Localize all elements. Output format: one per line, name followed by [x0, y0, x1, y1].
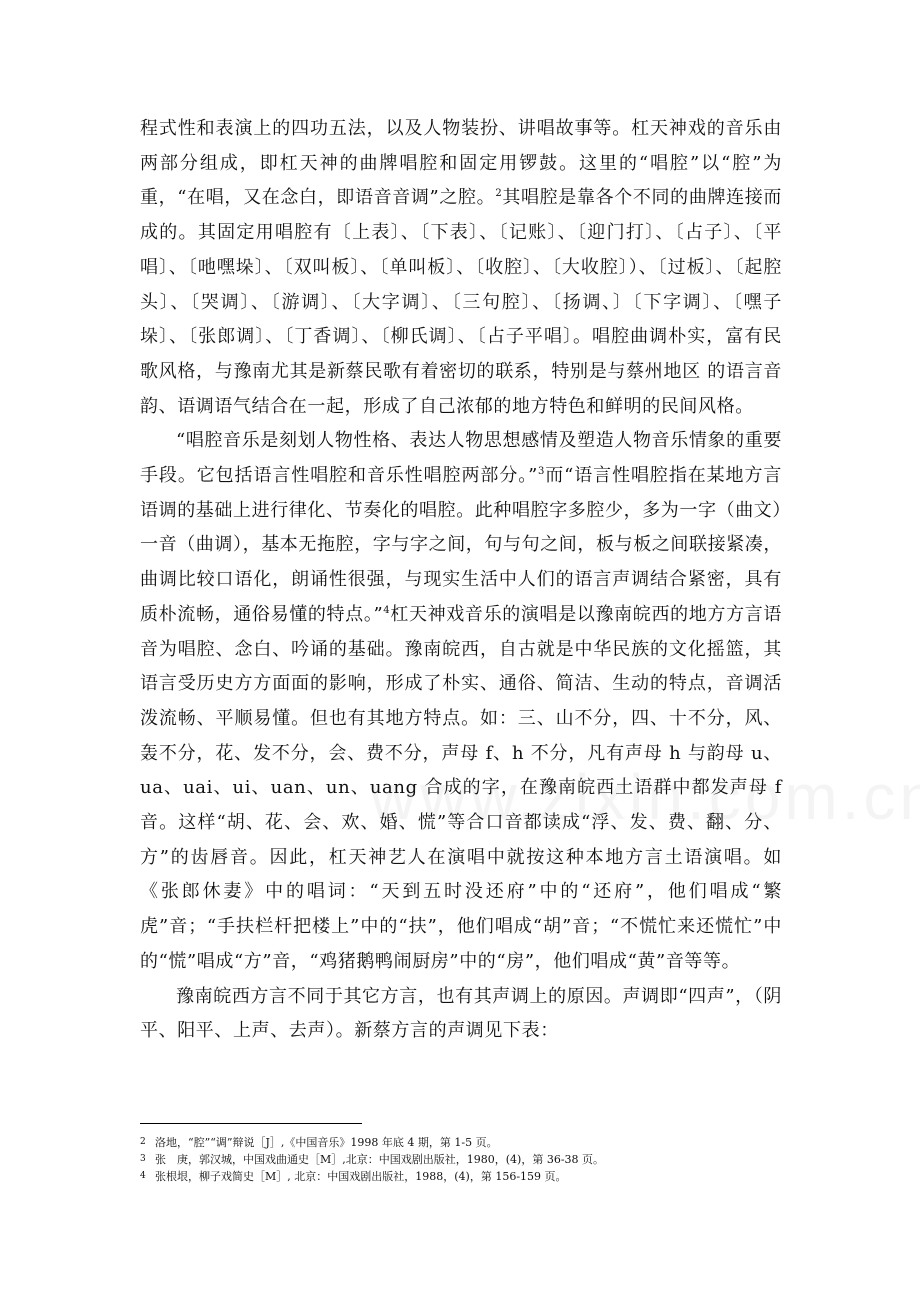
- footnote: [140, 1134, 780, 1151]
- footnote-text: 张 庚，郭汉城，中国戏曲通史［M］,北京：中国戏剧出版社，1980，(4)，第 36-38 页。: [155, 1153, 605, 1166]
- paragraph-text: 而“语言性唱腔指在某地方言语调的基础上进行律化、节奏化的唱腔。此种唱腔字多腔少，多为一字（曲文）一音（曲调），基本无拖腔，字与字之间，句与句之间，板与板之间联接紧凑，曲调比较口语化，朗诵性很强，与现实生活中人们的语言声调结合紧密，具有质朴流畅，通俗易懂的特点。”: [140, 465, 782, 625]
- footnote-reference: 3: [537, 466, 545, 478]
- body-paragraph: [140, 424, 782, 979]
- paragraph-text: 程式性和表演上的四功五法，以及人物装扮、讲唱故事等。杠天神戏的音乐由两部分组成，即杠天神的曲牌唱腔和固定用锣鼓。这里的“唱腔”以“腔”为重，“在唱，又在念白，即语音音调”之腔。: [140, 118, 782, 209]
- footnote-text: 张根垠，柳子戏简史［M］, 北京：中国戏剧出版社，1988，(4)，第 156-159 页。: [155, 1170, 567, 1183]
- footnote-mark: 3: [140, 1154, 146, 1164]
- footnote-reference: 4: [383, 604, 391, 616]
- body-text: [140, 112, 782, 1049]
- paragraph-text: 豫南皖西方言不同于其它方言，也有其声调上的原因。声调即“四声”，（阴平、阳平、上声、去声）。新蔡方言的声调见下表：: [140, 985, 782, 1042]
- footnotes: [140, 1134, 780, 1185]
- footnote: [140, 1151, 780, 1168]
- paragraph-text: “唱腔音乐是刻划人物性格、表达人物思想感情及塑造人物音乐情象的重要手段。它包括语言性唱腔和音乐性唱腔两部分。”: [140, 430, 782, 487]
- footnote-reference: 2: [495, 188, 503, 200]
- footnote-separator: [140, 1123, 362, 1124]
- body-paragraph: [140, 112, 782, 424]
- paragraph-text: 其唱腔是靠各个不同的曲牌连接而成的。其固定用唱腔有〔上表〕、〔下表〕、〔记账〕、〔迎门打〕、〔占子〕、〔平唱〕、〔吔嘿垛〕、〔双叫板〕、〔单叫板〕、〔收腔〕、〔大收腔〕）、〔过板〕、〔起腔头〕、〔哭调〕、〔游调〕、〔大字调〕、〔三句腔〕、〔扬调、〕〔下字调〕、〔嘿子垛〕、〔张郎调〕、〔丁香调〕、〔柳氏调〕、〔占子平唱〕。唱腔曲调朴实，富有民歌风格，与豫南尤其是新蔡民歌有着密切的联系，特别是与蔡州地区 的语言音韵、语调语气结合在一起，形成了自己浓郁的地方特色和鲜明的民间风格。: [140, 187, 783, 417]
- footnote: [140, 1168, 780, 1185]
- body-paragraph: [140, 980, 782, 1049]
- paragraph-text: 杠天神戏音乐的演唱是以豫南皖西的地方方言语音为唱腔、念白、吟诵的基础。豫南皖西，自古就是中华民族的文化摇篮，其语言受历史方方面面的影响，形成了朴实、通俗、简洁、生动的特点，音调活泼流畅、平顺易懂。但也有其地方特点。如：三、山不分，四、十不分，风、轰不分，花、发不分，会、费不分，声母 f、h 不分，凡有声母 h 与韵母 u、ua、uai、ui、uan、un、uang 合成的字，在豫南皖西土语群中都发声母 f 音。这样“胡、花、会、欢、婚、慌”等合口音都读成“浮、发、费、翻、分、方”的齿唇音。因此，杠天神艺人在演唱中就按这种本地方言土语演唱。如《张郎休妻》中的唱词：“天到五时没还府”中的“还府”，他们唱成“繁虎”音；“手扶栏杆把楼上”中的“扶”，他们唱成“胡”音；“不慌忙来还慌忙”中的“慌”唱成“方”音，“鸡猪鹅鸭闹厨房”中的“房”，他们唱成“黄”音等等。: [140, 603, 782, 972]
- footnote-mark: 2: [140, 1137, 146, 1147]
- footnote-mark: 4: [140, 1171, 146, 1181]
- footnote-text: 洛地，“腔”“调”辩说［J］,《中国音乐》1998 年底 4 期，第 1-5 页。: [155, 1136, 498, 1149]
